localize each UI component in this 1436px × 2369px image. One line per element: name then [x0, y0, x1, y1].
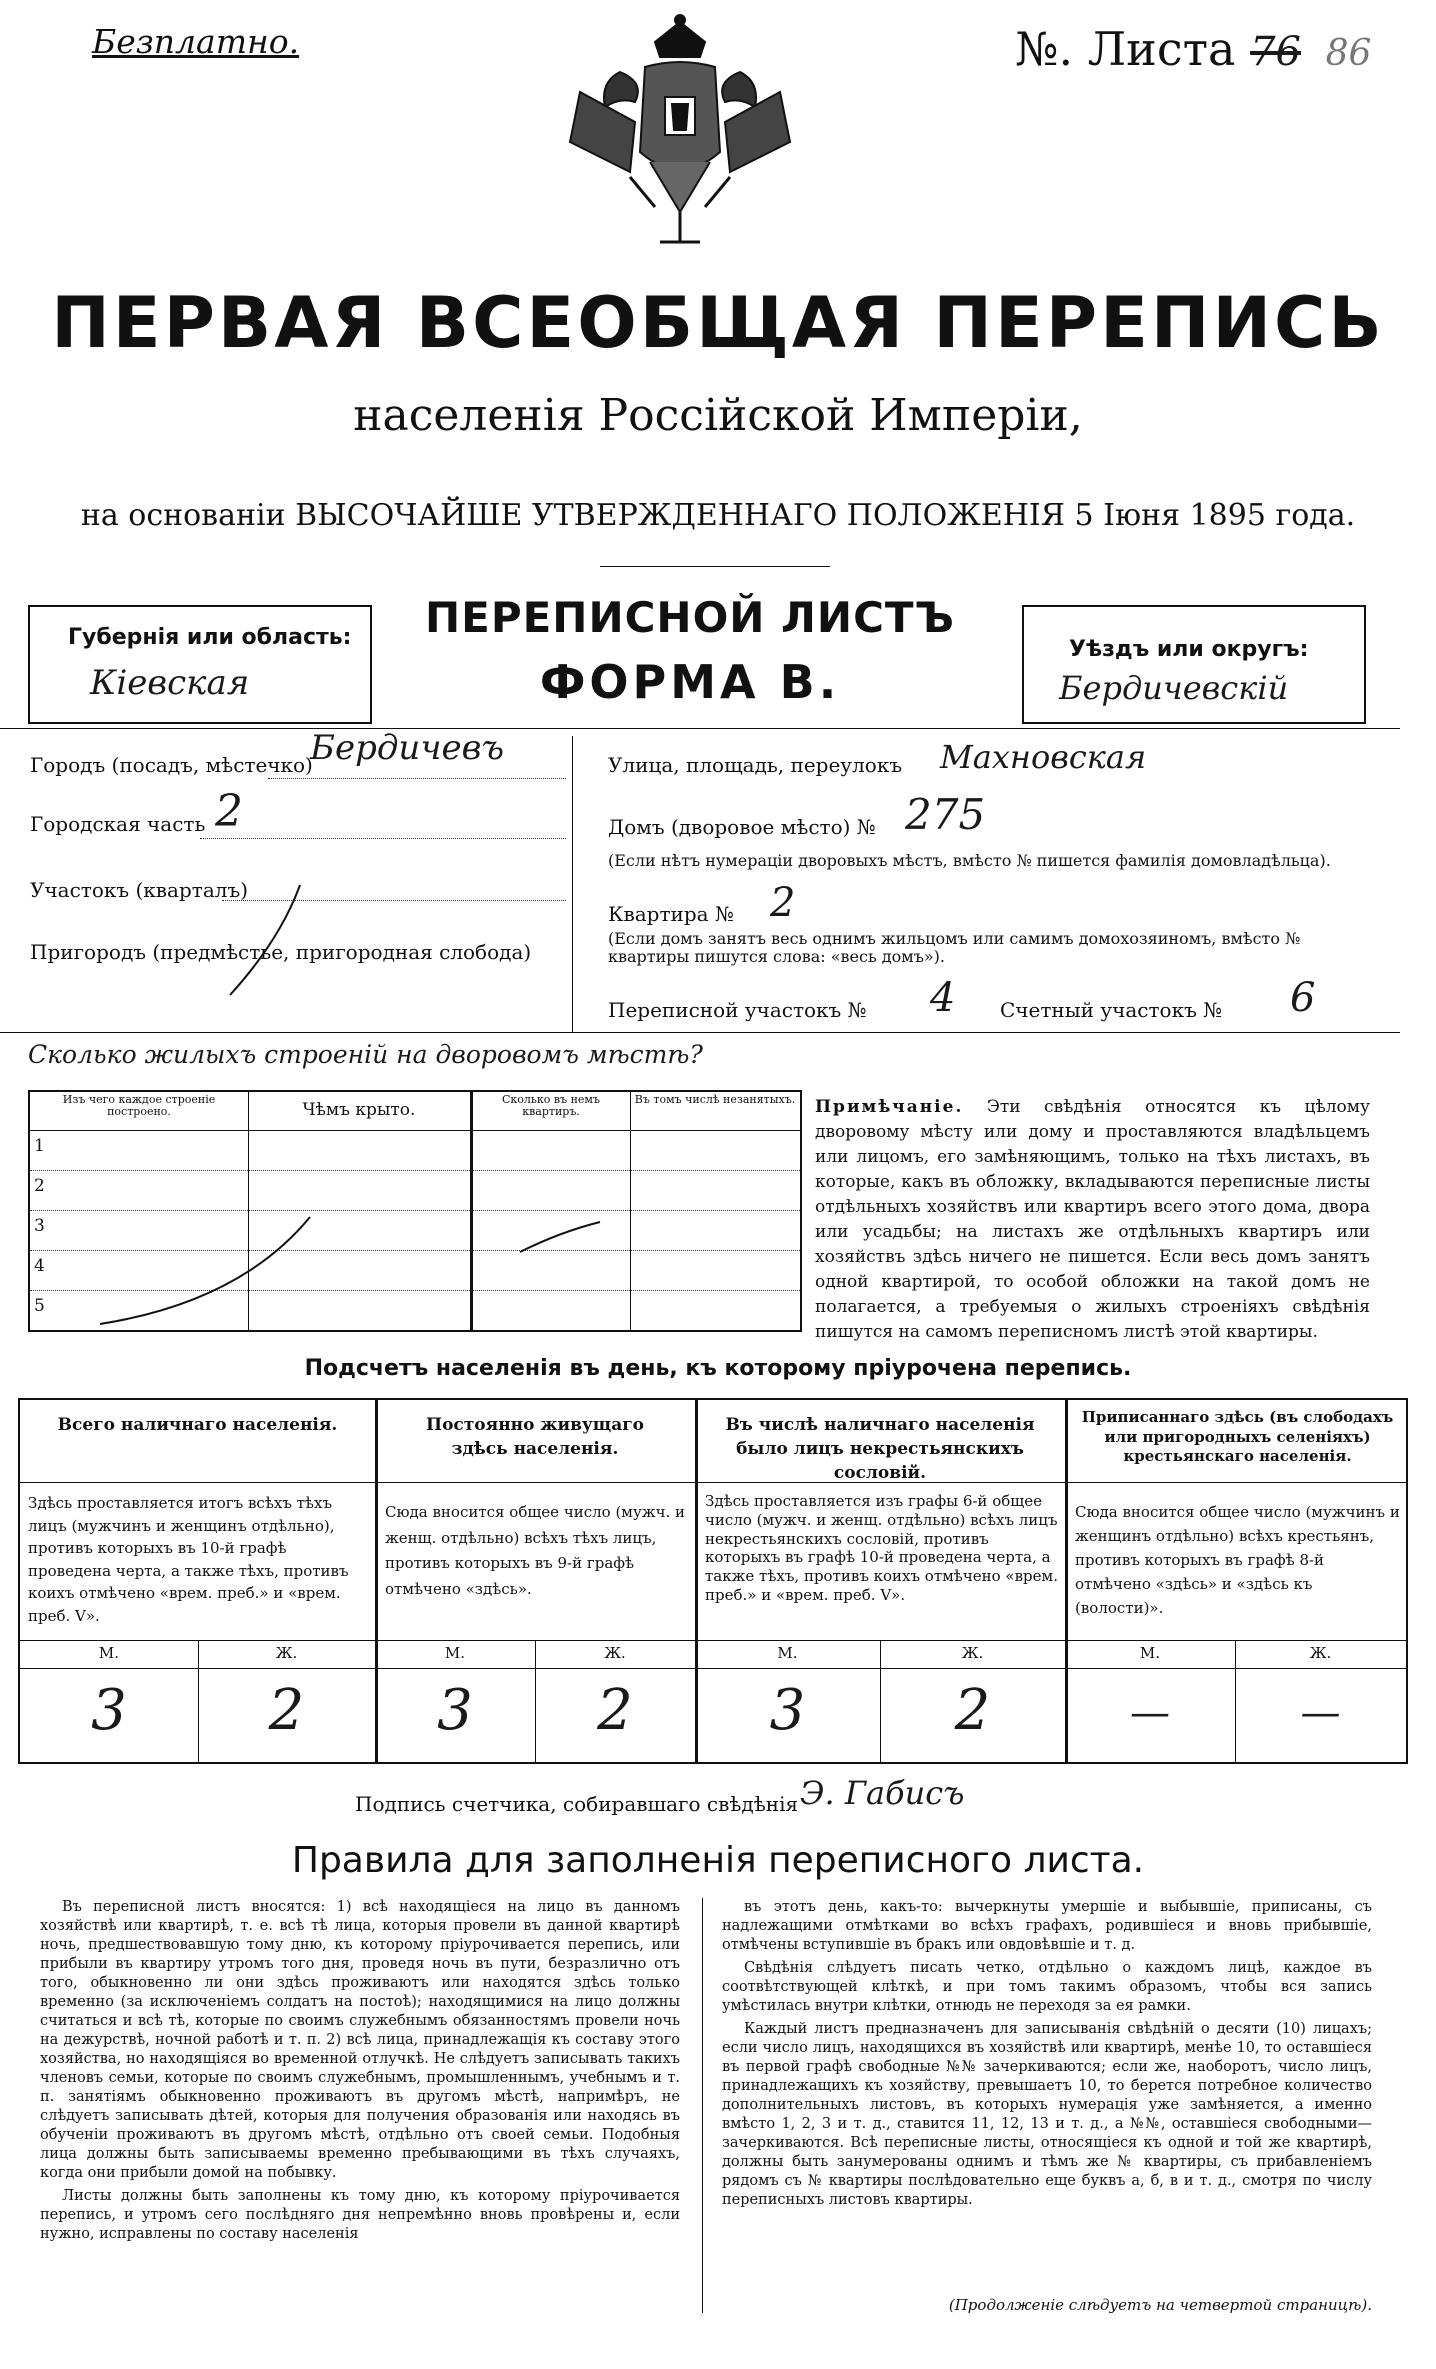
count-col-header: Всего наличнаго населенія.: [57, 1415, 338, 1435]
count-table: [18, 1398, 1408, 1764]
count-section-value: 6: [1290, 975, 1316, 1021]
page-subtitle: населенія Россійской Имперіи,: [353, 390, 1083, 441]
signature-value: Э. Габисъ: [800, 1774, 965, 1812]
col-header: Изъ чего каждое строеніе построено.: [62, 1093, 216, 1119]
province-label: Губернія или область:: [68, 625, 352, 650]
location-rule: [0, 1032, 1400, 1033]
fill-line: [200, 838, 566, 839]
m-label: М.: [98, 1644, 120, 1662]
street-value: Махновская: [940, 738, 1147, 776]
rules-paragraph: Каждый листъ предназначенъ для записыванія свѣдѣній о десяти (10) лицахъ; если число лицъ, находящихся въ хозяйствѣ или квартирѣ, менѣе 10, то оставшіеся въ первой графѣ свободные №№ зачеркиваются; если же, наоборотъ, число лицъ, принадлежащихъ къ хозяйству, превышаетъ 10, то берется потребное количество дополнительныхъ листовъ, въ которыхъ нумерація уже замѣняется, а именно вмѣсто 1, 2, 3 и т. д., ставится 11, 12, 13 и т. д., а №№, оставшіеся свободными—зачеркиваются. Всѣ переписные листы, относящіеся къ одной и той же квартирѣ, должны быть занумерованы однимъ и тѣмъ же № квартиры, съ прибавленіемъ рядомъ съ № квартиры послѣдовательно еще буквъ а, б, в и т. д., смотря по числу переписныхъ листовъ квартиры.: [722, 2021, 1372, 2208]
basis-line: на основаніи ВЫСОЧАЙШЕ УТВЕРЖДЕННАГО ПОЛОЖЕНІЯ 5 Іюня 1895 года.: [80, 498, 1356, 533]
row-number: 4: [34, 1256, 45, 1276]
rules-paragraph: Въ переписной листъ вносятся: 1) всѣ находящіеся на лицо въ данномъ хозяйствѣ или квартирѣ, т. е. всѣ тѣ лица, которыя провели въ данной квартирѣ ночь, предшествовавшую тому дню, къ которому пріурочивается перепись, или прибыли въ квартиру утромъ того дня, проведя ночь въ пути, безразлично отъ того, обыкновенно ли они здѣсь проживаютъ или находятся здѣсь только временно (за исключеніемъ солдатъ на постоѣ); находящимися на лицо должны считаться и всѣ тѣ, которые по своимъ служебнымъ обязанностямъ провели ночь на дежурствѣ, ночной работѣ и т. п. 2) всѣ лица, принадлежащія къ составу этого хозяйства, но находящіяся во временной отлучкѣ. Не слѣдуетъ записывать такихъ членовъ семьи, которые по своимъ служебнымъ, промышленнымъ, учебнымъ и т. п. занятіямъ обыкновенно проживаютъ въ другомъ мѣстѣ, напримѣръ, не слѣдуетъ записывать дѣтей, которыя для получения образованія или находясь въ обученіи проживаютъ въ другомъ мѣстѣ, отдѣльно отъ своей семьи. Подобныя лица должны быть записываемы временно пребывающими въ тѣхъ случаяхъ, когда они прибыли домой на побывку.: [40, 1899, 680, 2181]
region-rule: [0, 728, 1400, 729]
m-label: М.: [444, 1644, 466, 1662]
free-label: Безплатно.: [92, 22, 300, 61]
column-divider: [702, 1898, 703, 2313]
rules-right-column: [722, 1898, 1372, 2314]
province-value: Кіевская: [90, 663, 250, 703]
female-count: —: [1300, 1690, 1341, 1736]
apartment-value: 2: [770, 880, 796, 926]
count-col-desc: Здѣсь проставляется итогъ всѣхъ тѣхъ лицъ (мужчинъ и женщинъ отдѣльно), противъ которыхъ въ 10-й графѣ проведена черта, а также тѣхъ, противъ коихъ отмѣчено «врем. преб.» и «врем. преб. V».: [28, 1494, 349, 1625]
count-col-desc: Сюда вносится общее число (мужч. и женщ. отдѣльно) всѣхъ тѣхъ лицъ, противъ которыхъ въ 9-й графѣ отмѣчено «здѣсь».: [385, 1503, 686, 1598]
continuation-note: (Продолженіе слѣдуетъ на четвертой страницѣ).: [948, 2296, 1372, 2314]
strike-mark: [220, 880, 310, 1000]
female-count: 2: [597, 1678, 633, 1743]
m-label: М.: [1139, 1644, 1161, 1662]
location-divider: [572, 736, 573, 1032]
f-label: Ж.: [275, 1644, 298, 1662]
district-label: Уѣздъ или округъ:: [1069, 637, 1309, 662]
row-number: 3: [34, 1216, 45, 1236]
f-label: Ж.: [604, 1644, 626, 1662]
head-rule: [30, 1130, 800, 1131]
city-label: Городъ (посадъ, мѣстечко): [30, 753, 313, 777]
male-count: 3: [769, 1678, 806, 1743]
apartment-note: (Если домъ занятъ весь однимъ жильцомъ или самимъ домохозяиномъ, вмѣсто № квартиры пишутся слова: «весь домъ»).: [608, 929, 1301, 967]
female-count: 2: [954, 1678, 991, 1743]
rules-paragraph: въ этотъ день, какъ-то: вычеркнуты умершіе и выбывшіе, приписаны, съ надлежащими отмѣтками во всѣхъ графахъ, родившіеся и вновь прибывшіе, отмѣчены вступившіе въ бракъ или овдовѣвшіе и т. д.: [722, 1899, 1372, 1953]
divider: [600, 566, 830, 567]
city-value: Бердичевъ: [310, 728, 505, 768]
house-note: (Если нѣтъ нумераціи дворовыхъ мѣстъ, вмѣсто № пишется фамилія домовладѣльца).: [608, 851, 1331, 870]
buildings-table: [28, 1090, 802, 1332]
row-number: 5: [34, 1296, 45, 1316]
house-label: Домъ (дворовое мѣсто) №: [608, 815, 876, 839]
count-col-header: Постоянно живущаго здѣсь населенія.: [426, 1415, 644, 1459]
rules-title: Правила для заполненія переписного листа.: [291, 1840, 1145, 1881]
census-section-value: 4: [930, 975, 956, 1021]
sheet-number-label: №. Листа: [1015, 22, 1236, 76]
count-title: Подсчетъ населенія въ день, къ которому пріурочена перепись.: [304, 1356, 1132, 1381]
count-col-desc: Сюда вносится общее число (мужчинъ и женщинъ отдѣльно) всѣхъ крестьянъ, противъ которыхъ въ графѣ 8-й отмѣчено «здѣсь» и «здѣсь къ (волости)».: [1075, 1503, 1400, 1617]
sheet-number-value: 76: [1250, 29, 1301, 75]
census-section-label: Переписной участокъ №: [608, 998, 867, 1022]
count-col-header: Приписаннаго здѣсь (въ слободахъ или пригородныхъ селеніяхъ) крестьянскаго населенія.: [1081, 1408, 1394, 1465]
row-line: [30, 1170, 800, 1171]
street-label: Улица, площадь, переулокъ: [608, 753, 903, 777]
sheet-number-alt: 86: [1325, 33, 1372, 74]
male-count: —: [1130, 1690, 1170, 1736]
col-header: Чѣмъ крыто.: [302, 1100, 416, 1120]
male-count: 3: [437, 1678, 473, 1743]
count-col-header: Въ числѣ наличнаго населенія было лицъ некрестьянскихъ сословій.: [725, 1415, 1035, 1483]
precinct-label: Участокъ (кварталъ): [30, 878, 248, 902]
house-value: 275: [905, 790, 986, 839]
district-value: Бердичевскій: [1059, 669, 1289, 707]
mf-rule: [20, 1668, 1406, 1669]
row-number: 2: [34, 1176, 45, 1196]
fill-line: [268, 778, 566, 779]
note-label: Примѣчаніе.: [815, 1097, 964, 1117]
double-headed-eagle-emblem: [560, 12, 800, 262]
rules-left-column: [40, 1898, 680, 2248]
count-section-label: Счетный участокъ №: [1000, 998, 1223, 1022]
col-header: Въ томъ числѣ незанятыхъ.: [634, 1093, 796, 1106]
f-label: Ж.: [961, 1644, 984, 1662]
sheet-number: [1015, 22, 1371, 76]
province-box: [28, 605, 372, 724]
form-title: ПЕРЕПИСНОЙ ЛИСТЪ: [424, 593, 956, 642]
signature-label: Подпись счетчика, собиравшаго свѣдѣнія: [355, 1792, 799, 1816]
district-box: [1022, 605, 1366, 724]
note-text: Эти свѣдѣнія относятся къ цѣлому дворовому мѣсту или дому и проставляются владѣльцемъ или лицомъ, его замѣняющимъ, только на тѣхъ листахъ, въ которые, какъ въ обложку, вкладываются переписные листы отдѣльныхъ хозяйствъ или квартиръ всего этого дома, двора или усадьбы; на листахъ же отдѣльныхъ квартиръ или хозяйствъ здѣсь ничего не пишется. Если весь домъ занятъ одной квартирой, то особой обложки на такой домъ не полагается, а требуемыя о жилыхъ строеніяхъ свѣдѣнія пишутся на самомъ переписномъ листѣ этой квартиры.: [815, 1097, 1370, 1342]
male-count: 3: [91, 1678, 127, 1743]
col-header: Сколько въ немъ квартиръ.: [502, 1093, 600, 1119]
rules-paragraph: Листы должны быть заполнены къ тому дню, къ которому пріурочивается перепись, и утромъ сего послѣдняго дня непремѣнно вновь провѣрены и, если нужно, исправлены по составу населенія: [40, 2188, 680, 2242]
buildings-question: Сколько жилыхъ строеній на дворовомъ мѣстѣ?: [28, 1040, 703, 1069]
suburb-label: Пригородъ (предмѣстье, пригородная слобода): [30, 940, 532, 964]
city-part-label: Городская часть: [30, 812, 206, 836]
strike-mark: [90, 1192, 690, 1332]
form-name: ФОРМА В.: [539, 655, 841, 709]
page-title: ПЕРВАЯ ВСЕОБЩАЯ ПЕРЕПИСЬ: [51, 282, 1385, 364]
apartment-label: Квартира №: [608, 902, 734, 926]
count-col-desc: Здѣсь проставляется изъ графы 6-й общее число (мужч. и женщ. отдѣльно) всѣхъ лицъ некрестьянскихъ сословій, противъ которыхъ въ графѣ 10-й проведена черта, а также тѣхъ, противъ коихъ отмѣчено «врем. преб.» и «врем. преб. V».: [705, 1492, 1058, 1604]
city-part-value: 2: [215, 786, 243, 837]
f-label: Ж.: [1309, 1644, 1332, 1662]
rules-paragraph: Свѣдѣнія слѣдуетъ писать четко, отдѣльно о каждомъ лицѣ, каждое въ соотвѣтствующей клѣткѣ, и при томъ такимъ образомъ, чтобы вся запись умѣстилась внутри клѣтки, отнюдь не переходя за ея рамки.: [722, 1960, 1372, 2014]
desc-rule: [20, 1640, 1406, 1641]
m-label: М.: [777, 1644, 798, 1662]
female-count: 2: [268, 1678, 305, 1743]
buildings-note: [815, 1095, 1370, 1345]
row-number: 1: [34, 1136, 45, 1156]
